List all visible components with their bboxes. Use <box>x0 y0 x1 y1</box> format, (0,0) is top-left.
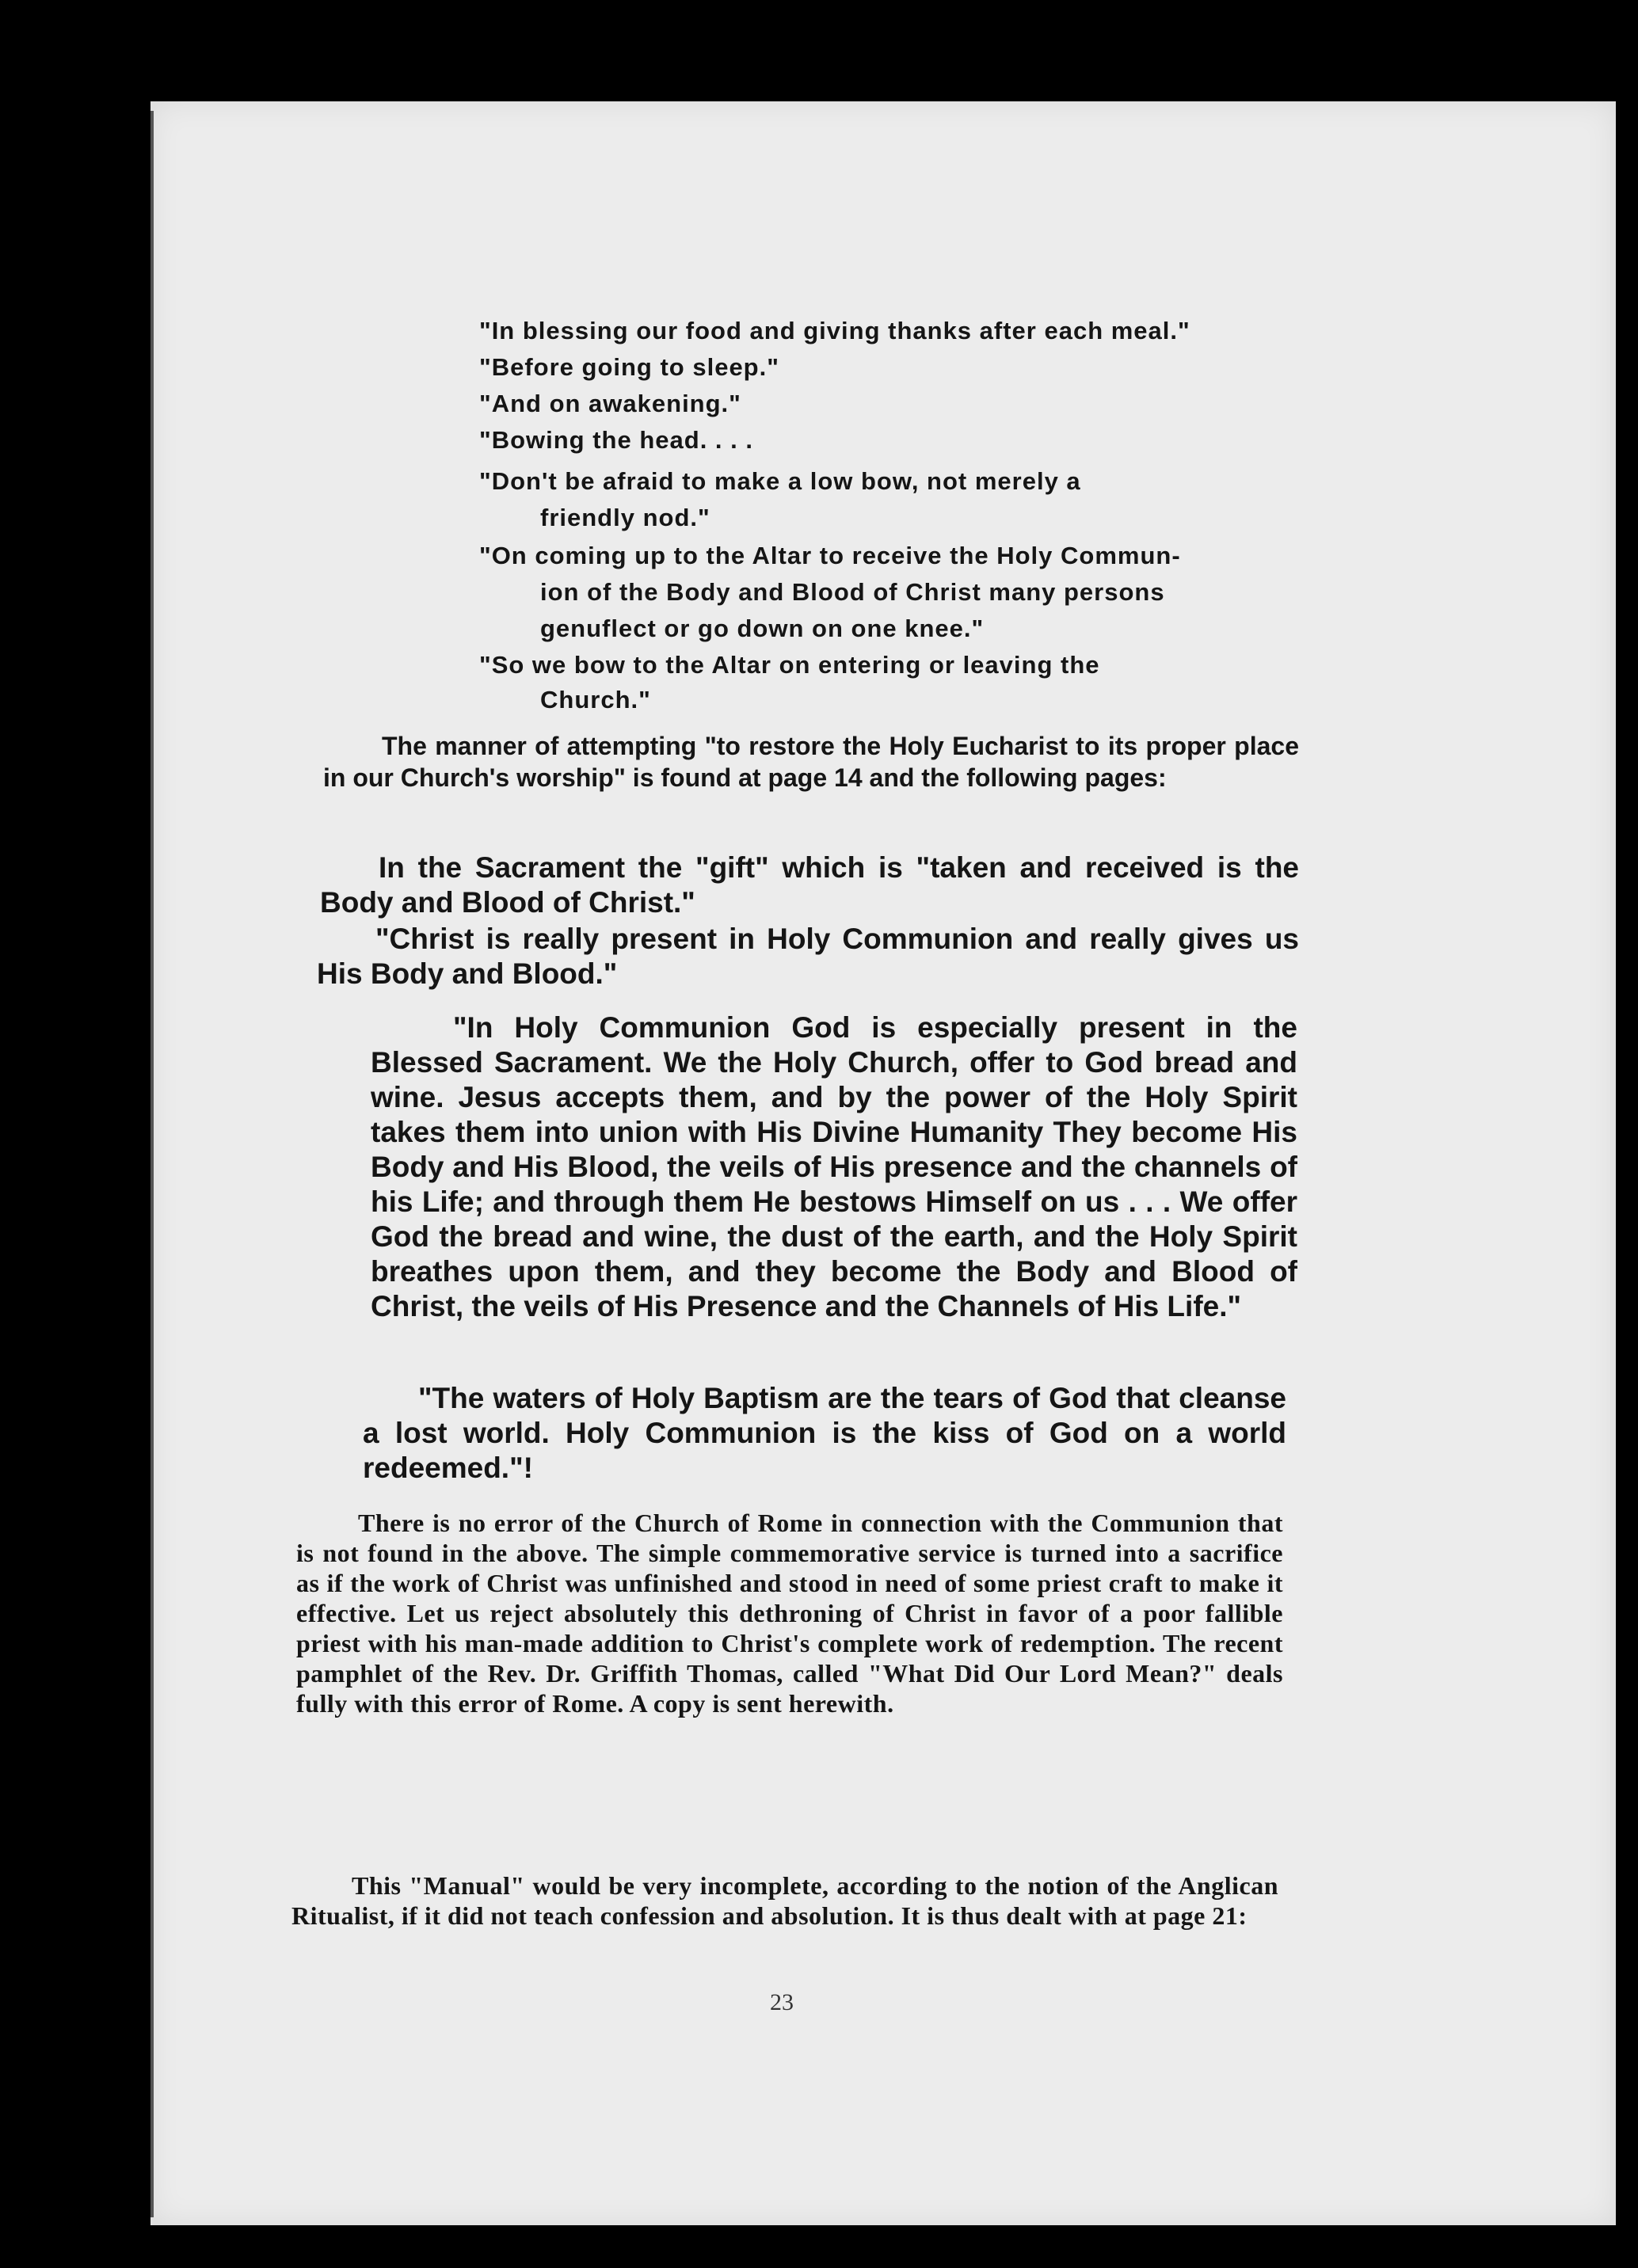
present-paragraph: "Christ is really present in Holy Communion and really gives us His Body and Blood." <box>317 923 1299 990</box>
error-paragraph: There is no error of the Church of Rome in connection with the Communion that is not found in the above. The simple commemorative service is turned into a sacrifice as if the work of Christ was unfinished and stood in need of some priest craft to make it effective. Let us reject absolutely this dethroning of Christ in favor of a poor fallible priest with his man-made addition to Christ's complete work of redemption. The recent pamphlet of the Rev. Dr. Griffith Thomas, called "What Did Our Lord Mean?" deals fully with this error of Rome. A copy is sent herewith. <box>296 1509 1283 1718</box>
page-spine-shadow <box>150 111 154 2217</box>
quote-line: "And on awakening." <box>479 390 741 417</box>
manner-paragraph: The manner of attempting "to restore the Holy Eucharist to its proper place in our Church's worship" is found at page 14 and the following pages: <box>323 732 1299 792</box>
quote-line: "In blessing our food and giving thanks after each meal." <box>479 317 1190 344</box>
page-number: 23 <box>770 1989 794 2015</box>
quote-line: "Don't be afraid to make a low bow, not merely a <box>479 467 1081 495</box>
manual-paragraph: This "Manual" would be very incomplete, according to the notion of the Anglican Ritualist, if it did not teach confession and absolution. It is thus dealt with at page 21: <box>291 1871 1278 1930</box>
quote-line: "So we bow to the Altar on entering or leaving the <box>479 651 1100 679</box>
holy-communion-paragraph: "In Holy Communion God is especially present in the Blessed Sacrament. We the Holy Church, offer to God bread and wine. Jesus accepts them, and by the power of the Holy Spirit takes them into union with His Divine Humanity They become His Body and His Blood, the veils of His presence and the channels of his Life; and through them He bestows Himself on us . . . We offer God the bread and wine, the dust of the earth, and the Holy Spirit breathes upon them, and they become the Body and Blood of Christ, the veils of His Presence and the Channels of His Life." <box>371 1011 1297 1322</box>
baptism-paragraph: "The waters of Holy Baptism are the tears of God that cleanse a lost world. Holy Communion is the kiss of God on a world redeemed."! <box>363 1382 1286 1484</box>
quote-line: "Before going to sleep." <box>479 353 779 381</box>
quote-line: "On coming up to the Altar to receive the Holy Commun- <box>479 542 1181 569</box>
sacrament-paragraph: In the Sacrament the "gift" which is "taken and received is the Body and Blood of Christ." <box>320 851 1299 919</box>
quote-line: friendly nod." <box>540 504 710 531</box>
quote-line: Church." <box>540 686 651 714</box>
quote-line: "Bowing the head. . . . <box>479 426 753 454</box>
quote-line: genuflect or go down on one knee." <box>540 615 985 642</box>
quote-line: ion of the Body and Blood of Christ many persons <box>540 578 1165 606</box>
